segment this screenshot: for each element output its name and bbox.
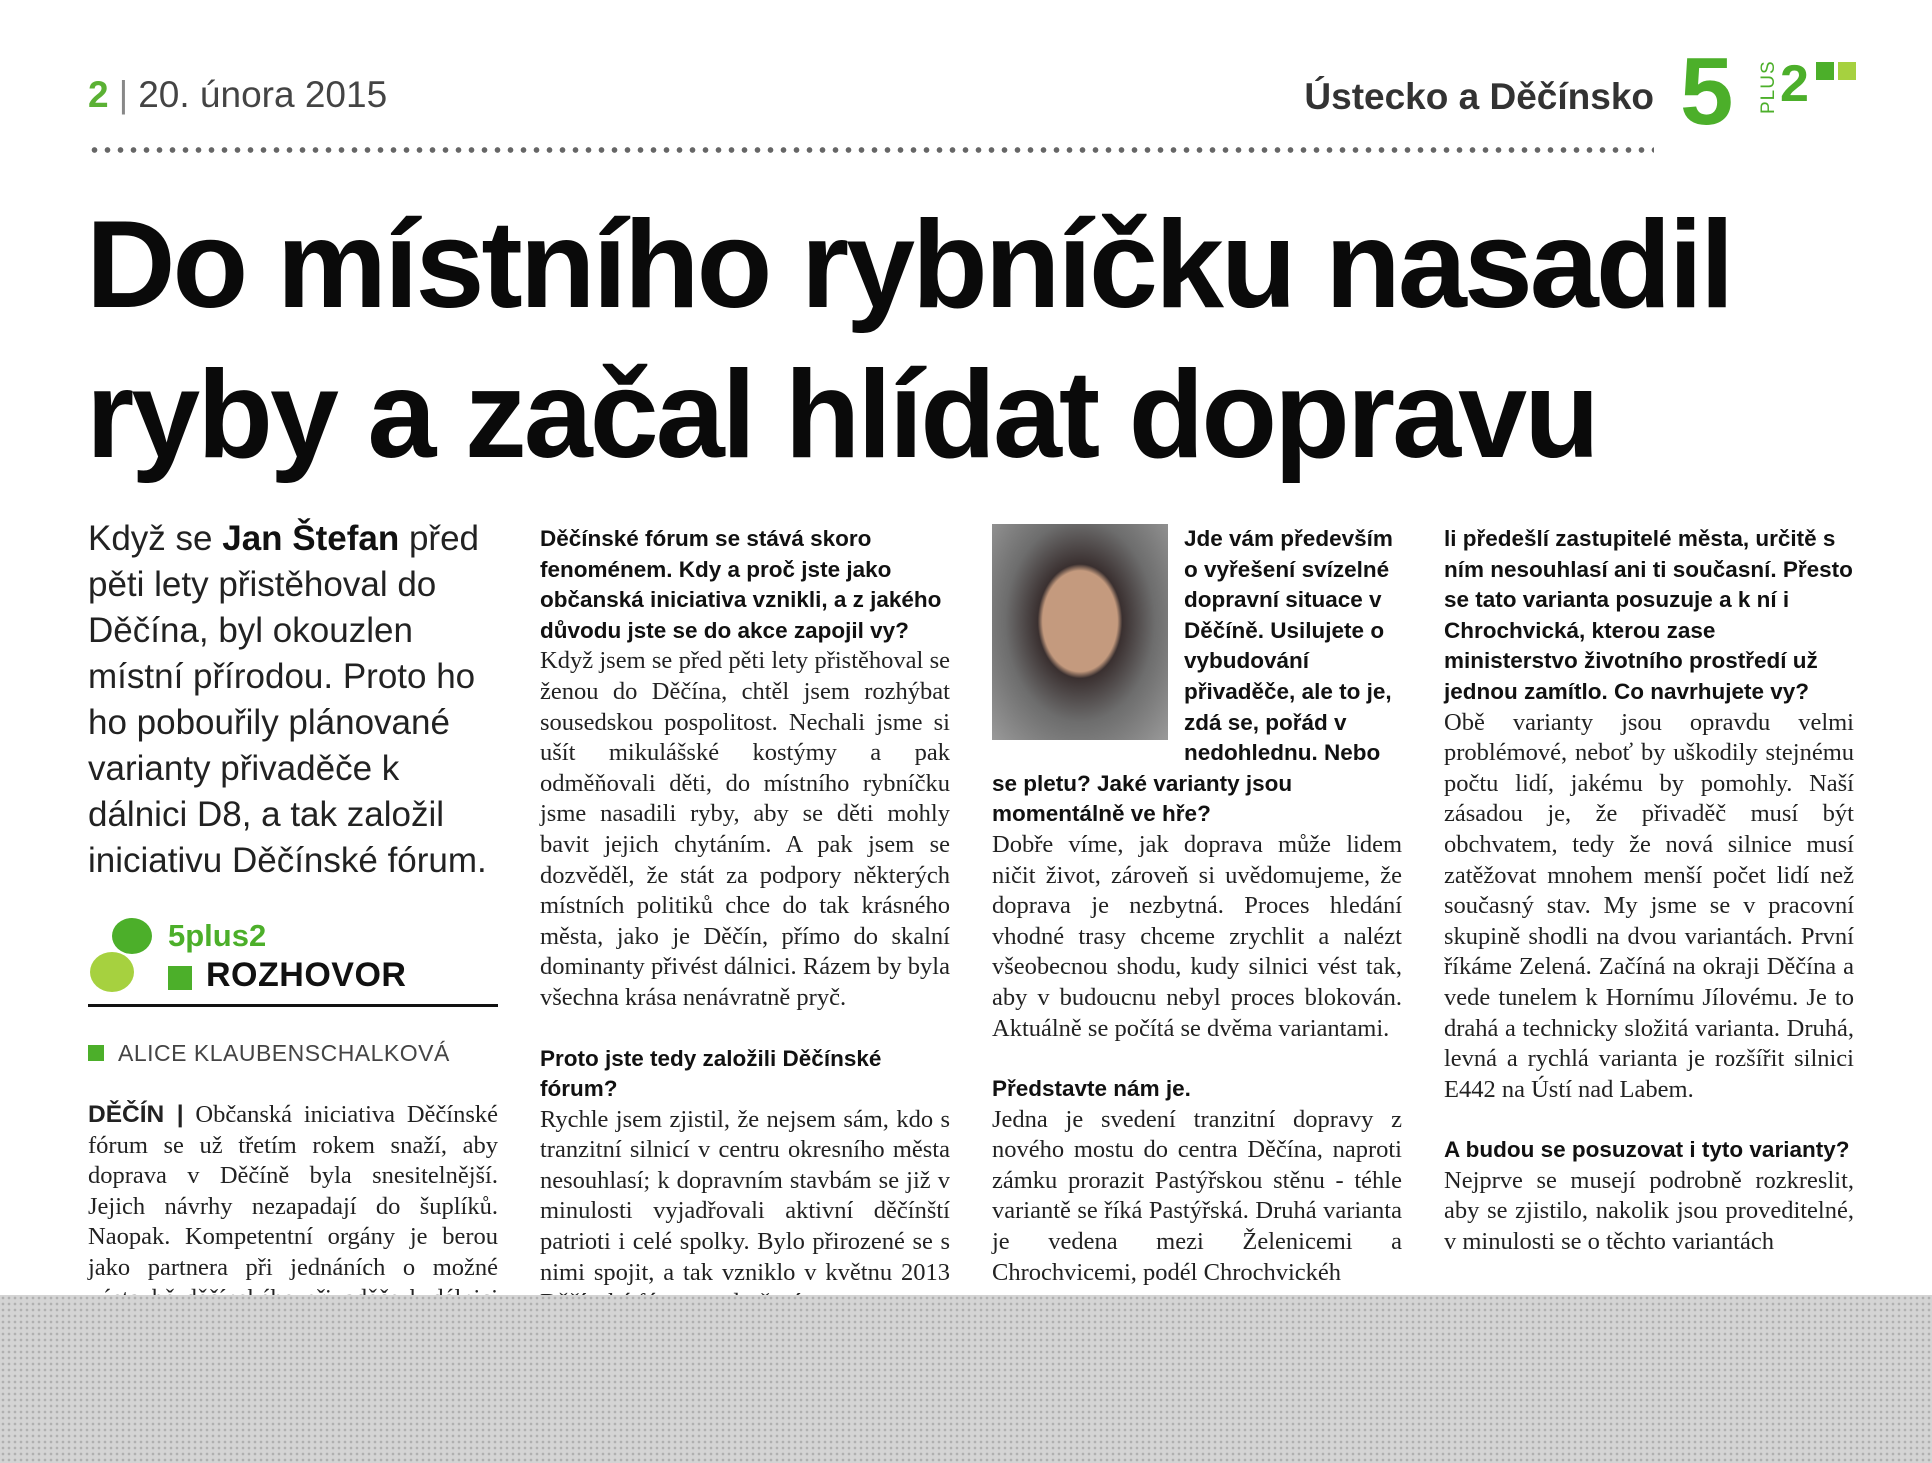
logo-square-light [1838,62,1856,80]
paywall-overlay [0,1295,1932,1463]
section-label: ROZHOVOR [206,956,407,994]
logo-five: 5 [1680,38,1734,145]
logo-plus: PLUS [1758,60,1779,114]
speech-bubble-icon [112,918,152,954]
answer: Jedna je svedení tranzitní dopravy z nového mostu do centra Děčína, naproti zámku prorazit Pastýřskou stěnu - téhle variantě se říká Pastýřská. Druhá varianta je vedena mezi Želenicemi a Chrochvicemi, podél Chrochvickéh [992,1105,1402,1286]
article-headline: Do místního rybníčku nasadil ryby a začal hlídat dopravu [86,196,1732,484]
question: Děčínské fórum se stává skoro fenoménem. Kdy a proč jste jako občanská iniciativa vznikli, a z jakého důvodu jste se do akce zapojil vy? [540,526,942,643]
question: A budou se posuzovat i tyto varianty? [1444,1137,1850,1163]
lead-text-2: před pěti lety přistěhoval do Děčína, byl okouzlen místní přírodou. Proto ho ho pobouřily plánované varianty přivaděče k dálnici D8, a tak založil iniciativu Děčínské fórum. [88,519,487,880]
portrait-photo [992,524,1168,740]
logo-two: 2 [1780,55,1809,113]
answer: Obě varianty jsou opravdu velmi problémové, neboť by uškodily stejnému počtu lidí, jakému by pomohly. Naší zásadou je, že přivaděč musí být obchvatem, tedy že nová silnice musí zatěžovat mnohem menší počet lidí než současný stav. My jsme se v pracovní skupině shodli na dvou variantách. První říkáme Zelená. Začíná na okraji Děčína a vede tunelem k Hornímu Jílovému. Je to drahá a technicky složitá varianta. Druhá, levná a rychlá varianta je rozšířit silnici E442 na Ústí nad Labem. [1444,708,1854,1103]
green-square-icon [168,966,192,990]
question: Jde vám především o vyřešení svízelné dopravní situace v Děčíně. Usilujete o vybudování přivaděče, ale to je, zdá se, pořád v nedohlednu. Nebo se pletu? Jaké varianty jsou momentálně ve hře? [992,526,1393,827]
region-title: Ústecko a Děčínsko [1304,76,1654,117]
logo-square-dark [1816,62,1834,80]
answer: Když jsem se před pěti lety přistěhoval se ženou do Děčína, chtěl jsem rozhýbat sousedskou pospolitost. Nechali jsme si ušít mikulášské kostýmy a pak odměňovali děti, do místního rybníčku jsme nasadili ryby, aby se děti mohly bavit jejich chytáním. A pak jsem se dozvěděl, že stát za podpory některých místních politiků chce do tak krásného města, jako je Děčín, přímo do skalní dominanty přivést dálnici. Rázem by byla všechna krása nenávratně pryč. [540,647,950,1011]
header-separator: | [118,74,129,115]
answer: Nejprve se musejí podrobně rozkreslit, aby se zjistilo, nakolik jsou proveditelné, v minulosti se o těchto variantách [1444,1166,1854,1256]
question: Představte nám je. [992,1076,1191,1102]
author-byline [88,1040,450,1067]
dotted-divider [88,146,1654,154]
issue-date: 20. února 2015 [138,74,388,115]
page-header-left [88,74,387,116]
author-name: ALICE KLAUBENSCHALKOVÁ [118,1040,450,1066]
5plus2-logo [1680,38,1860,145]
badge-brand: 5plus2 [168,918,267,953]
interviewee-name: Jan Štefan [222,519,400,558]
article-column-3 [992,524,1402,1288]
article-column-2 [540,524,950,1319]
intro-text: Občanská iniciativa Děčínské fórum se už třetím rokem snaží, aby doprava v Děčíně byla snesitelnější. Jejich návrhy nezapadají do šuplíků. Naopak. Kompetentní orgány je berou jako partnera při jednáních o možné [88,1101,498,1281]
question: li předešlí zastupitelé města, určitě s ním nesouhlasí ani ti současní. Přesto se tato varianta posuzuje a k ní i Chrochvická, kterou zase ministerstvo životního prostředí už jednou zamítlo. Co navrhujete vy? [1444,526,1853,704]
article-column-4 [1444,524,1854,1258]
speech-bubble-icon-2 [90,952,134,992]
lead-text-1: Když se [88,519,223,558]
green-square-icon [88,1045,104,1061]
question: Proto jste tedy založili Děčínské fórum? [540,1045,882,1102]
dateline: DĚČÍN | [88,1101,184,1128]
section-badge [88,918,498,1007]
lead-paragraph [88,516,508,884]
answer: Rychle jsem zjistil, že nejsem sám, kdo s tranzitní silnicí v centru okresního města nesouhlasí; k dopravním stavbám se již v minulosti vyjadřovali aktivní děčínští patrioti i celé spolky. Bylo přirozené se s nimi spojit, a tak vzniklo v květnu 2013 [540,1105,950,1286]
answer: Dobře víme, jak doprava může lidem ničit život, zároveň si uvědomujeme, že doprava je nezbytná. Proces hledání vhodné trasy chceme zrychlit a nalézt všeobecnou shodu, kudy silnici vést tak, aby v budoucnu nebyl proces blokován. Aktuálně se počítá se dvěma variantami. [992,830,1402,1042]
page-number: 2 [88,74,109,115]
